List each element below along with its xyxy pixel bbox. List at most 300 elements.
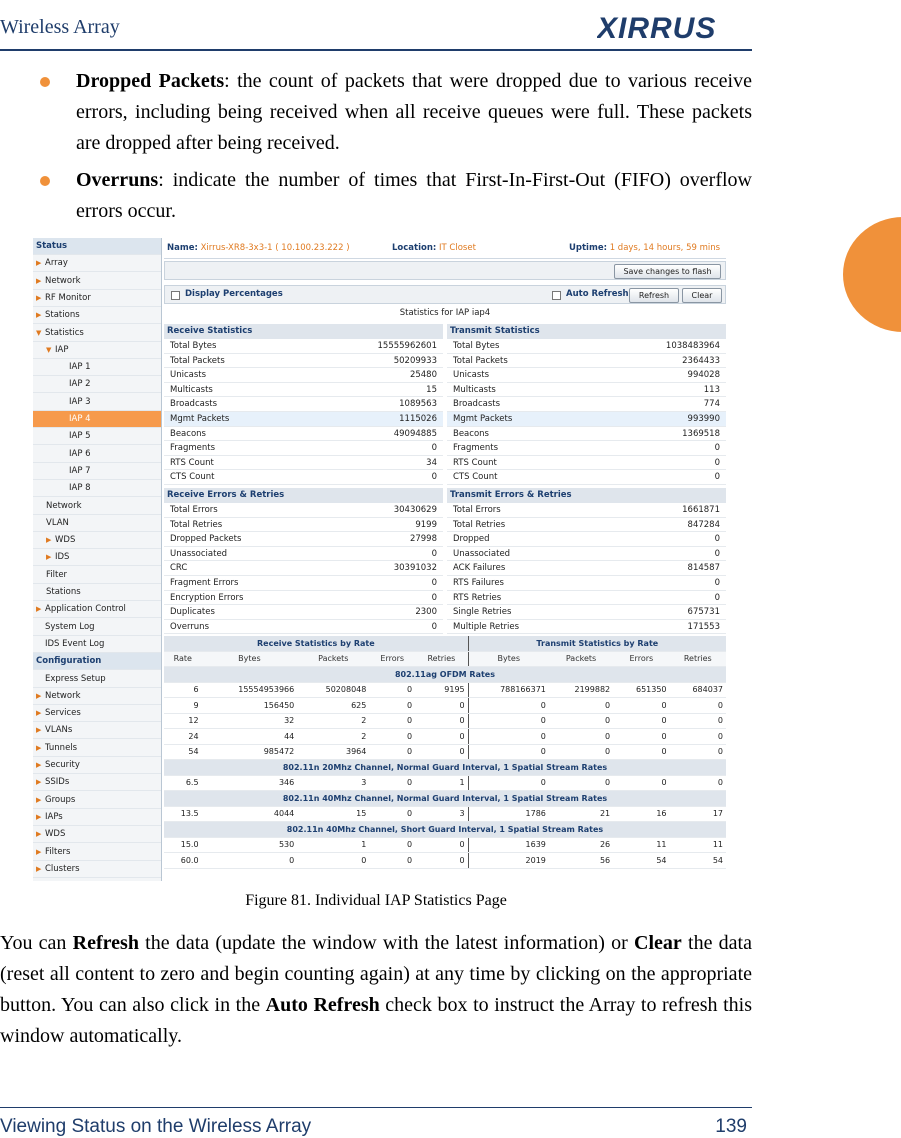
nav-item-label: Services xyxy=(45,708,81,719)
caret-down-icon[interactable]: ▼ xyxy=(46,345,52,354)
caret-right-icon[interactable]: ▶ xyxy=(36,743,42,752)
stat-row xyxy=(164,339,443,354)
stat-label: Fragments xyxy=(170,443,216,454)
refresh-button[interactable]: Refresh xyxy=(629,288,679,303)
nav-item-label: IAP 4 xyxy=(69,414,91,424)
stat-label: Unicasts xyxy=(453,370,490,381)
rate-table-header xyxy=(164,651,726,667)
rate-group-title: 802.11n 40Mhz Channel, Short Guard Interval, 1 Spatial Stream Rates xyxy=(164,822,726,838)
stat-label: Mgmt Packets xyxy=(170,413,230,424)
stat-value: 2300 xyxy=(415,607,437,618)
stat-row xyxy=(447,354,726,369)
nav-item[interactable] xyxy=(33,601,161,618)
rate-cell: 1639 xyxy=(468,837,549,853)
rate-row xyxy=(164,729,726,745)
rate-cell: 0 xyxy=(415,698,468,714)
stat-row xyxy=(164,354,443,369)
save-changes-button[interactable]: Save changes to flash xyxy=(614,264,721,279)
stat-value: 34 xyxy=(426,457,437,468)
nav-item[interactable] xyxy=(33,826,161,843)
stat-value: 814587 xyxy=(687,563,720,574)
rate-cell: 21 xyxy=(549,806,613,822)
rate-cell: 1786 xyxy=(468,806,549,822)
caret-right-icon[interactable]: ▶ xyxy=(36,847,42,856)
rate-cell: 0 xyxy=(613,713,669,729)
section-heading: Transmit Statistics xyxy=(447,324,726,339)
stat-row xyxy=(164,383,443,398)
stat-value: 994028 xyxy=(687,370,720,381)
stat-value: 2364433 xyxy=(682,355,720,366)
stat-value: 15 xyxy=(426,384,437,395)
nav-item[interactable] xyxy=(33,359,161,376)
save-bar xyxy=(164,261,726,280)
stat-label: Overruns xyxy=(170,621,209,632)
rate-cell: 4044 xyxy=(202,806,298,822)
stat-row xyxy=(447,532,726,547)
auto-refresh-label: Auto Refresh xyxy=(566,289,629,299)
rate-cell: 2199882 xyxy=(549,682,613,698)
rate-cell: 60.0 xyxy=(164,853,202,869)
nav-item-label: Network xyxy=(46,500,82,511)
display-percentages-checkbox[interactable] xyxy=(171,291,180,300)
stat-row xyxy=(447,561,726,576)
transmit-statistics xyxy=(447,324,726,485)
stat-value: 0 xyxy=(431,592,437,603)
caret-right-icon[interactable]: ▶ xyxy=(36,778,42,787)
rate-cell: 0 xyxy=(468,713,549,729)
stat-value: 847284 xyxy=(687,519,720,530)
rate-row xyxy=(164,682,726,698)
caret-right-icon[interactable]: ▶ xyxy=(36,691,42,700)
stat-label: Duplicates xyxy=(170,607,215,618)
rate-cell: 0 xyxy=(369,853,415,869)
stat-row xyxy=(164,547,443,562)
rate-statistics-table xyxy=(164,636,726,869)
stat-row xyxy=(164,368,443,383)
rate-cell: 16 xyxy=(613,806,669,822)
rate-cell: 3 xyxy=(415,806,468,822)
statistics-panel xyxy=(164,238,726,881)
rate-cell: 0 xyxy=(670,775,726,791)
stat-value: 15555962601 xyxy=(377,341,437,351)
receive-errors-retries xyxy=(164,488,443,634)
rate-cell: 985472 xyxy=(202,744,298,760)
rate-cell: 15554953966 xyxy=(202,682,298,698)
rate-cell: 0 xyxy=(468,698,549,714)
rate-cell: 44 xyxy=(202,729,298,745)
stat-value: 0 xyxy=(431,548,437,559)
nav-item-label: Groups xyxy=(45,794,76,805)
stat-value: 675731 xyxy=(687,607,720,618)
bullet-overruns xyxy=(40,165,752,227)
stat-label: CRC xyxy=(170,563,188,574)
stat-value: 171553 xyxy=(687,621,720,632)
rate-group-title: 802.11ag OFDM Rates xyxy=(164,667,726,683)
nav-item[interactable] xyxy=(33,722,161,739)
nav-item-label: IDS xyxy=(55,552,70,563)
stat-label: Mgmt Packets xyxy=(453,413,513,424)
rate-cell: 1 xyxy=(415,775,468,791)
nav-item[interactable] xyxy=(33,567,161,584)
status-topbar xyxy=(164,238,726,259)
rate-cell: 0 xyxy=(468,744,549,760)
nav-item[interactable] xyxy=(33,290,161,307)
nav-item[interactable] xyxy=(33,532,161,549)
nav-item[interactable] xyxy=(33,740,161,757)
nav-item[interactable] xyxy=(33,394,161,411)
nav-item[interactable] xyxy=(33,411,161,428)
stat-row xyxy=(447,503,726,518)
stat-row xyxy=(447,427,726,442)
rate-cell: 6 xyxy=(164,682,202,698)
column-header: Errors xyxy=(613,651,669,667)
stat-value: 49094885 xyxy=(393,428,437,439)
nav-item-label: SSIDs xyxy=(45,777,70,788)
rate-cell: 2 xyxy=(297,729,369,745)
statistics-title: Statistics for IAP iap4 xyxy=(399,308,491,318)
stat-value: 1369518 xyxy=(682,428,720,439)
nav-item[interactable] xyxy=(33,428,161,445)
stat-row xyxy=(164,503,443,518)
bullet-dot-icon xyxy=(40,176,50,186)
stat-row xyxy=(447,591,726,606)
rate-group-heading xyxy=(164,791,726,807)
caret-down-icon[interactable]: ▼ xyxy=(36,328,42,337)
stat-value: 774 xyxy=(703,399,720,410)
name-label: Name: xyxy=(167,243,198,253)
navigation-tree xyxy=(33,238,162,881)
stat-value: 0 xyxy=(714,457,720,468)
nav-item-label: Tunnels xyxy=(45,742,78,753)
nav-item xyxy=(33,653,161,670)
nav-item[interactable] xyxy=(33,757,161,774)
rate-cell: 0 xyxy=(369,775,415,791)
stat-row xyxy=(164,620,443,635)
rate-cell: 11 xyxy=(613,837,669,853)
rate-row xyxy=(164,744,726,760)
rate-cell: 0 xyxy=(549,713,613,729)
stat-row xyxy=(164,412,443,427)
name-field xyxy=(167,238,350,258)
nav-item[interactable] xyxy=(33,792,161,809)
rate-group-title: 802.11n 20Mhz Channel, Normal Guard Interval, 1 Spatial Stream Rates xyxy=(164,760,726,776)
stat-row xyxy=(164,518,443,533)
rate-cell: 2 xyxy=(297,713,369,729)
caret-right-icon[interactable]: ▶ xyxy=(36,830,42,839)
stat-row xyxy=(447,339,726,354)
rate-cell: 0 xyxy=(549,744,613,760)
rate-cell: 9 xyxy=(164,698,202,714)
nav-item-label: IAP 1 xyxy=(69,362,91,373)
rate-group-title: 802.11n 40Mhz Channel, Normal Guard Interval, 1 Spatial Stream Rates xyxy=(164,791,726,807)
stat-label: Beacons xyxy=(170,428,206,439)
rate-cell: 0 xyxy=(670,713,726,729)
rate-group-heading xyxy=(164,760,726,776)
nav-item-label: VLANs xyxy=(45,725,73,736)
stat-label: Multicasts xyxy=(453,384,496,395)
nav-item[interactable] xyxy=(33,463,161,480)
caret-right-icon[interactable]: ▶ xyxy=(36,259,42,268)
caret-right-icon[interactable]: ▶ xyxy=(36,864,42,873)
caret-right-icon[interactable]: ▶ xyxy=(36,761,42,769)
running-header-title: Wireless Array xyxy=(0,16,120,38)
rate-cell: 0 xyxy=(369,806,415,822)
stat-value: 0 xyxy=(431,621,437,632)
rate-cell: 0 xyxy=(549,775,613,791)
stat-label: Total Retries xyxy=(453,519,506,530)
rate-cell: 0 xyxy=(369,744,415,760)
nav-item[interactable] xyxy=(33,671,161,688)
nav-item[interactable] xyxy=(33,705,161,722)
rate-cell: 32 xyxy=(202,713,298,729)
bullet-term: Overruns xyxy=(76,169,159,191)
nav-item[interactable] xyxy=(33,809,161,826)
column-header: Rate xyxy=(164,651,202,667)
rate-cell: 625 xyxy=(297,698,369,714)
nav-item-label: Express Setup xyxy=(45,673,106,684)
rate-cell: 0 xyxy=(415,837,468,853)
nav-item-label: WDS xyxy=(45,829,66,840)
nav-item-label: IAP 7 xyxy=(69,465,91,476)
page-tab-marker xyxy=(843,217,901,332)
rate-cell: 6.5 xyxy=(164,775,202,791)
stat-row xyxy=(164,561,443,576)
stat-row xyxy=(447,576,726,591)
rx-by-rate-title: Receive Statistics by Rate xyxy=(164,636,468,651)
caret-right-icon[interactable]: ▶ xyxy=(36,709,42,718)
column-header: Packets xyxy=(549,651,613,667)
column-header: Bytes xyxy=(468,651,549,667)
rate-cell: 3 xyxy=(297,775,369,791)
column-header: Packets xyxy=(297,651,369,667)
stat-value: 0 xyxy=(431,472,437,483)
text-run: check box to instruct the Array to refresh this window automatically. xyxy=(0,994,752,1047)
stat-row xyxy=(164,427,443,442)
stat-row xyxy=(447,368,726,383)
nav-item[interactable] xyxy=(33,636,161,653)
nav-item[interactable] xyxy=(33,307,161,324)
stat-label: Broadcasts xyxy=(453,399,501,410)
nav-item[interactable] xyxy=(33,273,161,290)
rate-cell: 0 xyxy=(670,729,726,745)
nav-item[interactable] xyxy=(33,446,161,463)
stat-value: 1038483964 xyxy=(665,341,720,351)
receive-statistics xyxy=(164,324,443,485)
stat-row xyxy=(447,412,726,427)
nav-item-label: Status xyxy=(36,241,68,251)
uptime-label: Uptime: xyxy=(569,243,607,253)
bullet-dropped-packets xyxy=(40,66,752,159)
rate-cell: 9195 xyxy=(415,682,468,698)
stat-value: 993990 xyxy=(687,413,720,424)
caret-right-icon[interactable]: ▶ xyxy=(36,311,42,320)
rate-cell: 346 xyxy=(202,775,298,791)
rate-cell: 2019 xyxy=(468,853,549,869)
xirrus-logo xyxy=(597,10,747,44)
nav-item-label: IAP 5 xyxy=(69,431,91,442)
stat-value: 0 xyxy=(714,443,720,454)
display-percentages-label: Display Percentages xyxy=(185,289,283,299)
nav-item[interactable] xyxy=(33,619,161,636)
rate-cell: 651350 xyxy=(613,682,669,698)
caret-right-icon[interactable]: ▶ xyxy=(36,795,42,804)
nav-item[interactable] xyxy=(33,342,161,359)
rate-row xyxy=(164,775,726,791)
stat-row xyxy=(164,591,443,606)
stat-label: RTS Count xyxy=(453,457,497,468)
nav-item[interactable] xyxy=(33,376,161,393)
nav-item-label: Statistics xyxy=(45,327,84,338)
nav-item[interactable] xyxy=(33,774,161,791)
rate-cell: 0 xyxy=(369,682,415,698)
clear-button[interactable]: Clear xyxy=(682,288,722,303)
stat-value: 1661871 xyxy=(682,505,720,515)
rate-row xyxy=(164,853,726,869)
stat-label: ACK Failures xyxy=(453,563,506,574)
caret-right-icon[interactable]: ▶ xyxy=(36,605,42,614)
nav-item-label: Configuration xyxy=(36,656,102,667)
rate-cell: 54 xyxy=(613,853,669,869)
stat-label: Total Errors xyxy=(453,505,501,515)
rate-table-titles xyxy=(164,636,726,651)
caret-right-icon[interactable]: ▶ xyxy=(36,726,42,735)
stat-row xyxy=(164,441,443,456)
rate-cell: 24 xyxy=(164,729,202,745)
nav-item-label: Array xyxy=(45,258,68,269)
stat-value: 50209933 xyxy=(393,355,437,366)
nav-item[interactable] xyxy=(33,325,161,342)
nav-item[interactable] xyxy=(33,515,161,532)
rate-cell: 54 xyxy=(164,744,202,760)
bullet-text: : indicate the number of times that First-In-First-Out (FIFO) overflow errors occur. xyxy=(76,169,752,222)
nav-item[interactable] xyxy=(33,688,161,705)
bold-term: Clear xyxy=(634,932,682,954)
rate-cell: 788166371 xyxy=(468,682,549,698)
stat-label: Total Retries xyxy=(170,519,223,530)
stat-label: Encryption Errors xyxy=(170,592,244,603)
rate-cell: 15 xyxy=(297,806,369,822)
stat-value: 0 xyxy=(714,548,720,559)
nav-item-label: IAP 6 xyxy=(69,448,91,459)
nav-item-label: IDS Event Log xyxy=(45,638,105,649)
nav-item[interactable] xyxy=(33,549,161,566)
caret-right-icon[interactable]: ▶ xyxy=(46,553,52,562)
rate-cell: 3964 xyxy=(297,744,369,760)
rate-cell: 0 xyxy=(415,713,468,729)
stat-label: Total Errors xyxy=(170,505,218,515)
location-value: IT Closet xyxy=(439,243,476,253)
nav-item-label: Stations xyxy=(45,310,80,321)
rate-cell: 11 xyxy=(670,837,726,853)
rate-cell: 0 xyxy=(613,775,669,791)
page-number: 139 xyxy=(715,1116,747,1137)
stat-value: 0 xyxy=(431,577,437,588)
stat-label: CTS Count xyxy=(170,472,215,483)
bold-term: Auto Refresh xyxy=(265,994,380,1016)
rate-cell: 0 xyxy=(297,853,369,869)
location-label: Location: xyxy=(392,243,437,253)
iap-statistics-screenshot xyxy=(33,238,726,881)
stat-row xyxy=(164,605,443,620)
rate-cell: 13.5 xyxy=(164,806,202,822)
nav-item[interactable] xyxy=(33,480,161,497)
stat-value: 0 xyxy=(714,534,720,545)
nav-item-label: Filters xyxy=(45,846,71,857)
nav-item-label: Security xyxy=(45,760,80,770)
rate-cell: 0 xyxy=(549,729,613,745)
stat-label: Dropped xyxy=(453,534,490,545)
stat-value: 30391032 xyxy=(393,563,437,574)
stat-value: 25480 xyxy=(409,370,437,381)
rate-row xyxy=(164,806,726,822)
bullet-text: : the count of packets that were dropped due to various receive errors, including being received when all receive queues were full. These packets are dropped after being received. xyxy=(76,70,752,154)
nav-item[interactable] xyxy=(33,844,161,861)
uptime-field xyxy=(569,238,720,258)
caret-right-icon[interactable]: ▶ xyxy=(36,812,42,821)
stat-row xyxy=(447,620,726,635)
caret-right-icon[interactable]: ▶ xyxy=(36,276,42,285)
tx-by-rate-title: Transmit Statistics by Rate xyxy=(468,636,726,651)
stat-label: Fragments xyxy=(453,443,499,454)
auto-refresh-checkbox[interactable] xyxy=(552,291,561,300)
caret-right-icon[interactable]: ▶ xyxy=(36,293,42,302)
stat-value: 0 xyxy=(714,472,720,483)
stat-value: 0 xyxy=(714,577,720,588)
rate-cell: 0 xyxy=(468,775,549,791)
column-header: Retries xyxy=(415,651,468,667)
stat-label: Unicasts xyxy=(170,370,207,381)
rate-cell: 26 xyxy=(549,837,613,853)
rate-cell: 12 xyxy=(164,713,202,729)
nav-item[interactable] xyxy=(33,861,161,878)
stat-row xyxy=(164,456,443,471)
caret-right-icon[interactable]: ▶ xyxy=(46,536,52,545)
stat-label: Multiple Retries xyxy=(453,621,520,632)
nav-item-label: Application Control xyxy=(45,604,126,615)
stat-row xyxy=(447,383,726,398)
stat-row xyxy=(164,576,443,591)
nav-item-label: Network xyxy=(45,275,81,286)
nav-item-label: IAP 8 xyxy=(69,483,91,494)
rate-cell: 0 xyxy=(613,744,669,760)
nav-item[interactable] xyxy=(33,255,161,272)
figure-caption: Figure 81. Individual IAP Statistics Page xyxy=(245,892,507,909)
rate-cell: 50208048 xyxy=(297,682,369,698)
nav-item xyxy=(33,238,161,255)
stat-label: Single Retries xyxy=(453,607,512,618)
nav-item[interactable] xyxy=(33,584,161,601)
stat-value: 9199 xyxy=(415,519,437,530)
bullet-dot-icon xyxy=(40,77,50,87)
stat-label: Multicasts xyxy=(170,384,213,395)
location-field xyxy=(392,238,476,258)
column-header: Retries xyxy=(670,651,726,667)
nav-item-label: Stations xyxy=(46,587,81,597)
rate-cell: 530 xyxy=(202,837,298,853)
stat-value: 1089563 xyxy=(399,399,437,410)
nav-item[interactable] xyxy=(33,498,161,515)
rate-cell: 54 xyxy=(670,853,726,869)
stat-label: RTS Retries xyxy=(453,592,502,603)
rate-cell: 0 xyxy=(670,698,726,714)
stat-label: RTS Failures xyxy=(453,577,504,588)
logo-text: XIRRUS xyxy=(597,12,717,44)
rate-cell: 0 xyxy=(613,729,669,745)
transmit-errors-retries xyxy=(447,488,726,634)
section-heading: Receive Errors & Retries xyxy=(164,488,443,503)
stat-label: Broadcasts xyxy=(170,399,218,410)
stat-row xyxy=(447,547,726,562)
